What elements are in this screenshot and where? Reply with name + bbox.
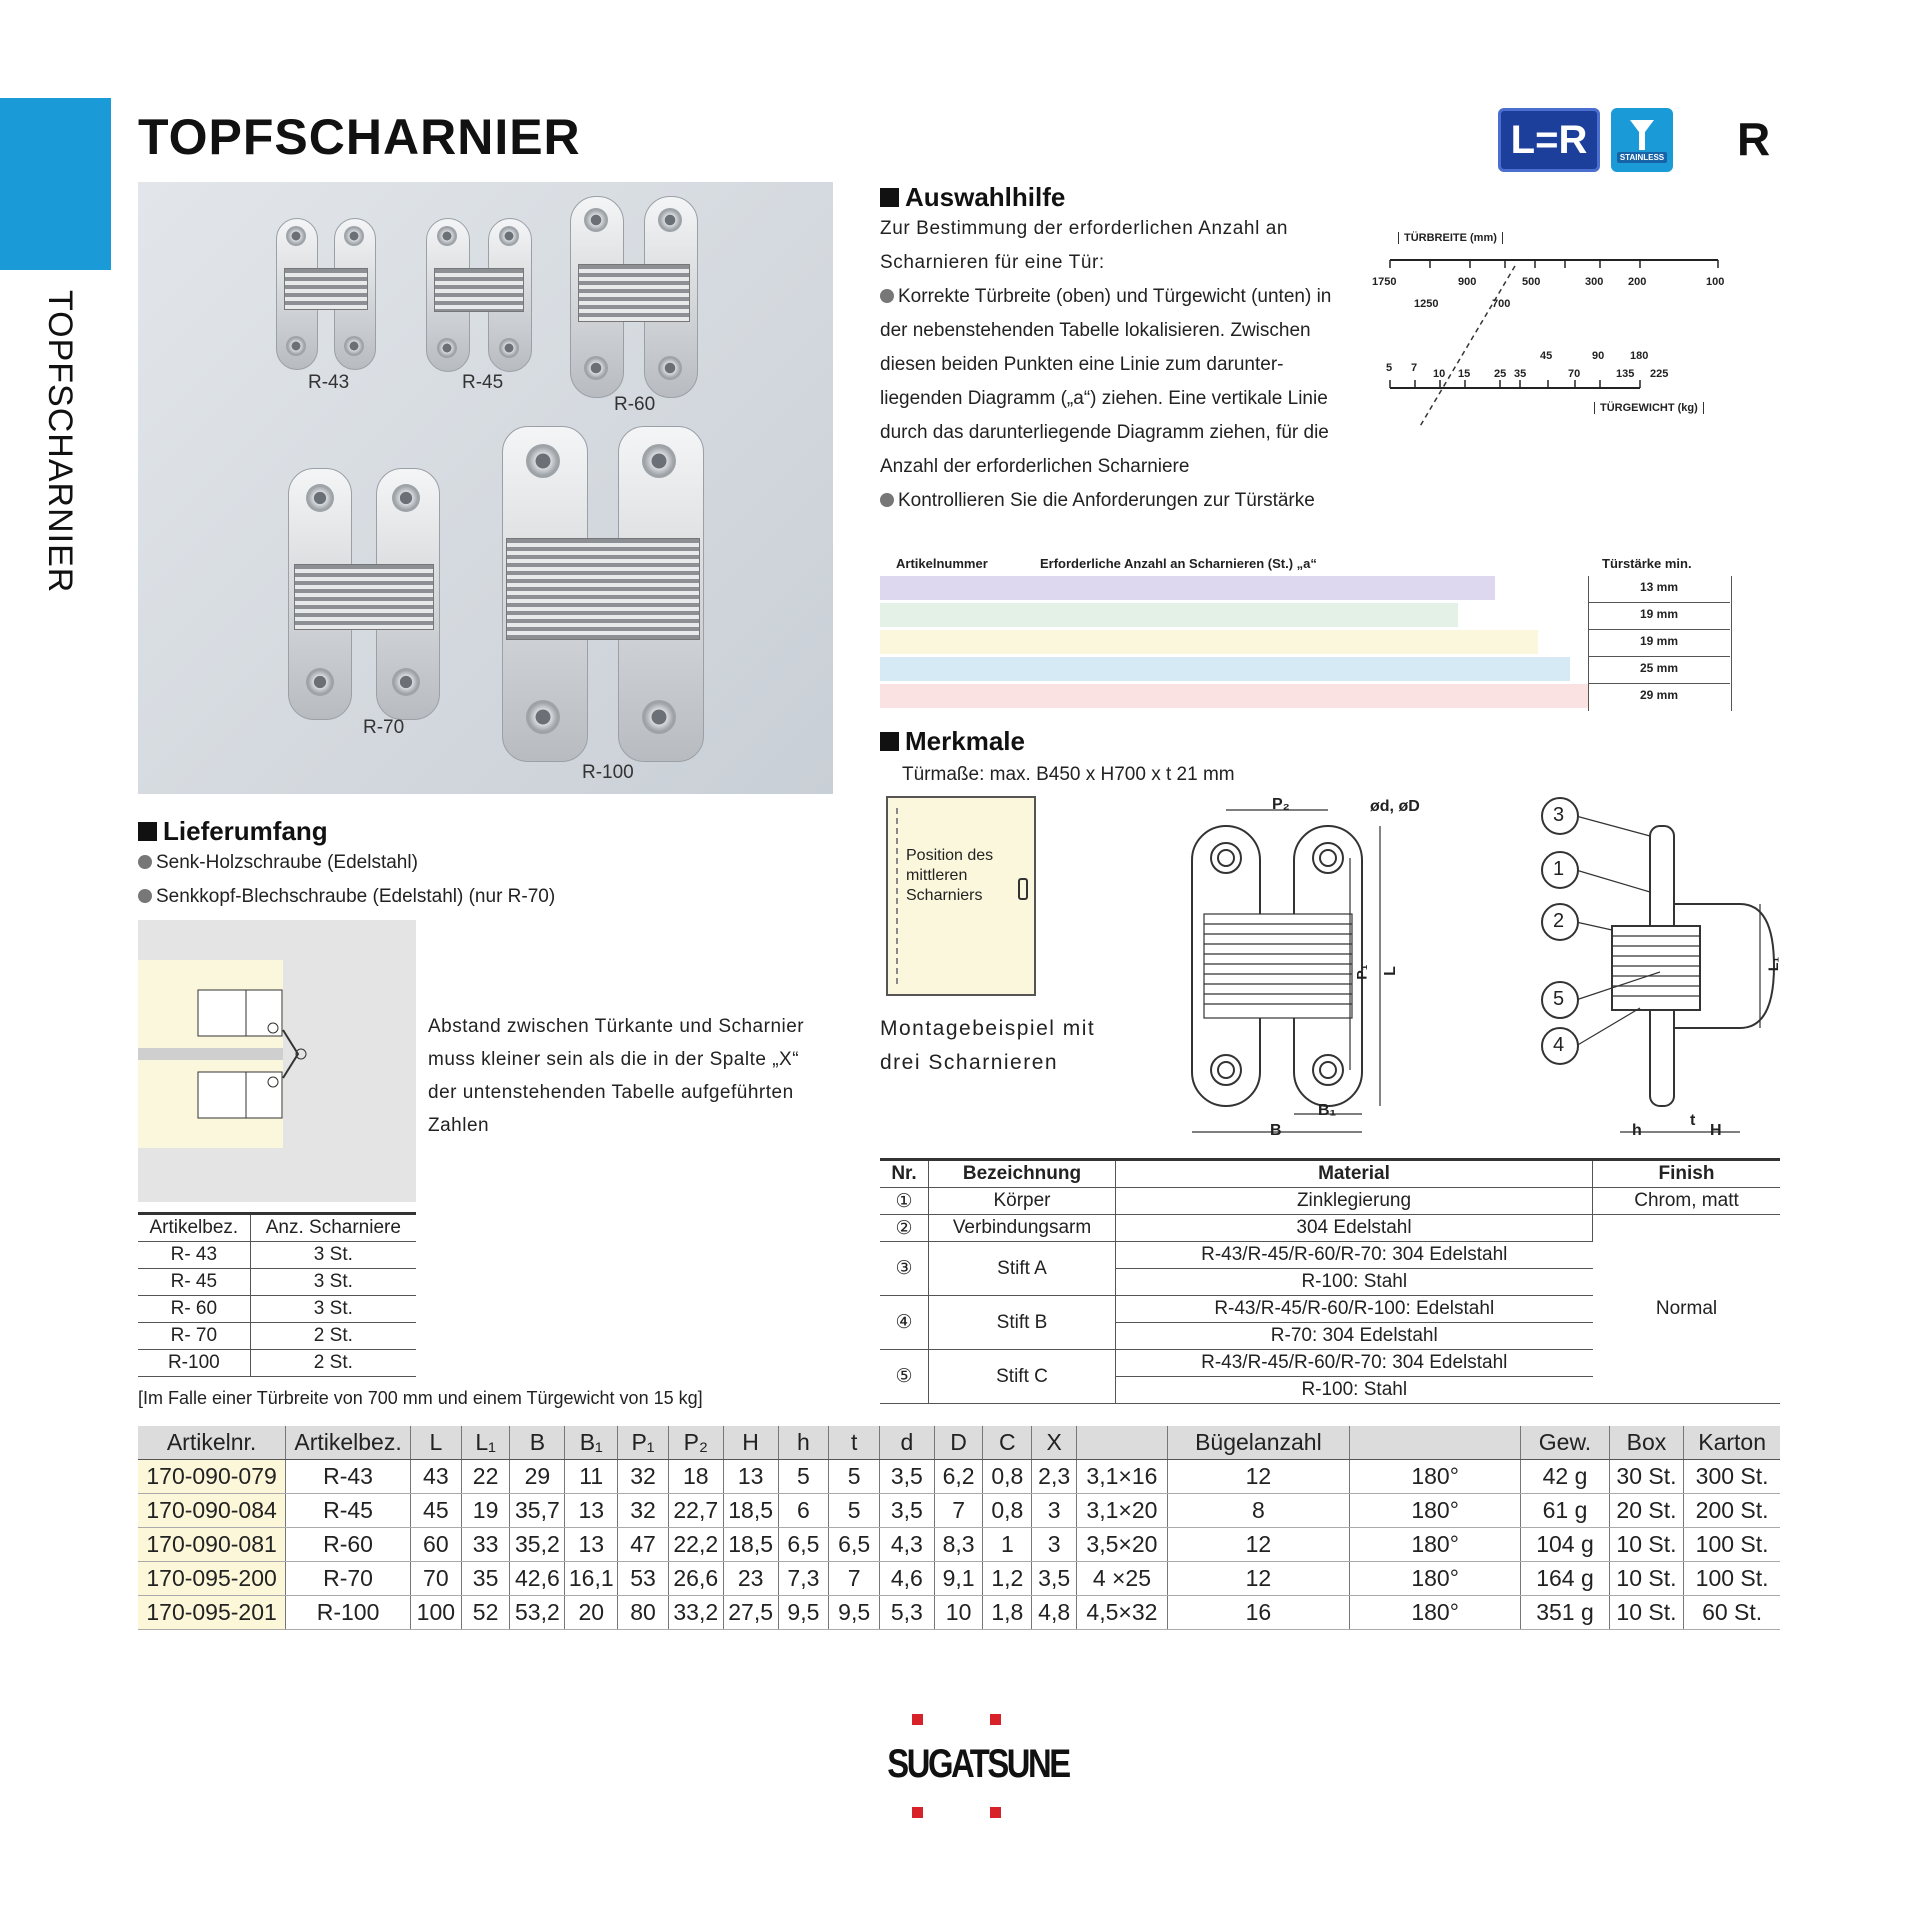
table-cell: R-60 <box>286 1528 411 1562</box>
table-row <box>880 1188 1780 1215</box>
table-cell: 60 St. <box>1684 1596 1780 1630</box>
table-cell: 35 <box>461 1562 510 1596</box>
count-table-note: [Im Falle einer Türbreite von 700 mm und einem Türgewicht von 15 kg] <box>138 1388 703 1408</box>
mat-nr: ③ <box>880 1242 929 1296</box>
table-cell: 53,2 <box>510 1596 565 1630</box>
table-cell: 10 St. <box>1609 1528 1684 1562</box>
table-row <box>880 1215 1780 1242</box>
hinge-side-drawing <box>1540 796 1790 1142</box>
table-cell: 35,2 <box>510 1528 565 1562</box>
table-cell: R-43 <box>286 1460 411 1494</box>
mat-name: Stift A <box>929 1242 1116 1296</box>
spec-col-header: L₁ <box>461 1426 510 1460</box>
spec-col-header: Box <box>1609 1426 1684 1460</box>
table-cell: 8,3 <box>934 1528 983 1562</box>
table-cell: 3,5 <box>1032 1562 1077 1596</box>
table-cell: 3,5×20 <box>1077 1528 1168 1562</box>
table-cell: 18,5 <box>723 1528 778 1562</box>
weight-tick: 180 <box>1630 350 1649 362</box>
auswahlhilfe-intro: Zur Bestimmung der erforderlichen Anzahl an Scharnieren für eine Tür: <box>880 218 1289 273</box>
table-cell: 42 g <box>1521 1460 1609 1494</box>
table-cell: 12 <box>1167 1562 1349 1596</box>
width-tick: 200 <box>1628 276 1647 288</box>
table-cell: 47 <box>618 1528 669 1562</box>
table-cell: 4,3 <box>880 1528 935 1562</box>
width-tick: 700 <box>1492 298 1511 310</box>
lieferumfang-item-1: Senk-Holzschraube (Edelstahl) <box>138 846 418 880</box>
table-cell: 4,5×32 <box>1077 1596 1168 1630</box>
col-artikelbez: Artikelbez. <box>138 1214 250 1242</box>
spec-col-header: X <box>1032 1426 1077 1460</box>
spec-col-header: d <box>880 1426 935 1460</box>
table-cell: 1,8 <box>983 1596 1032 1630</box>
table-cell: 16,1 <box>565 1562 618 1596</box>
bullet-dot-icon <box>880 490 898 511</box>
dim-H: H <box>1710 1122 1722 1139</box>
mat-col-finish: Finish <box>1593 1160 1781 1188</box>
callout-4: 4 <box>1553 1034 1565 1056</box>
table-row <box>138 1596 1780 1630</box>
table-cell: 61 g <box>1521 1494 1609 1528</box>
table-cell: 19 <box>461 1494 510 1528</box>
spec-col-header: Bügelanzahl <box>1167 1426 1349 1460</box>
table-row <box>138 1528 1780 1562</box>
table-cell: 13 <box>565 1494 618 1528</box>
nomogram <box>1370 226 1730 426</box>
lieferumfang-item-2: Senkkopf-Blechschraube (Edelstahl) (nur R-70) <box>138 880 555 914</box>
sel-row-5-bar <box>880 684 1588 708</box>
weight-tick: 15 <box>1458 368 1471 380</box>
table-cell: 200 St. <box>1684 1494 1780 1528</box>
table-cell: 6,5 <box>829 1528 880 1562</box>
weight-tick: 45 <box>1540 350 1553 362</box>
width-tick: 500 <box>1522 276 1541 288</box>
mat-col-material: Material <box>1116 1160 1593 1188</box>
mat-material: Zinklegierung <box>1116 1188 1593 1215</box>
cell: 3 St. <box>250 1242 416 1269</box>
cell: 2 St. <box>250 1350 416 1377</box>
table-cell: 32 <box>618 1460 669 1494</box>
table-cell: 100 St. <box>1684 1528 1780 1562</box>
table-cell: 180° <box>1350 1460 1521 1494</box>
table-row <box>138 1350 416 1377</box>
sel-col-anzahl: Erforderliche Anzahl an Scharnieren (St.) „a“ <box>1040 556 1317 571</box>
table-cell: 22,7 <box>668 1494 723 1528</box>
table-cell: 100 St. <box>1684 1562 1780 1596</box>
stainless-badge <box>1611 108 1673 172</box>
table-cell: 20 <box>565 1596 618 1630</box>
spec-body <box>138 1460 1780 1630</box>
spec-col-header: P₁ <box>618 1426 669 1460</box>
merkmale-heading: Merkmale <box>880 726 1025 757</box>
table-cell: 180° <box>1350 1494 1521 1528</box>
mat-material: R-70: 304 Edelstahl <box>1116 1323 1593 1350</box>
table-cell: 104 g <box>1521 1528 1609 1562</box>
spec-col-header: H <box>723 1426 778 1460</box>
table-cell: 3,1×16 <box>1077 1460 1168 1494</box>
photo-label-r60: R-60 <box>614 394 656 415</box>
material-table <box>880 1158 1780 1404</box>
auswahlhilfe-bullet-2-text: Kontrollieren Sie die Anforderungen zur Türstärke <box>898 490 1315 511</box>
table-cell: 10 St. <box>1609 1596 1684 1630</box>
table-cell: 3 <box>1032 1494 1077 1528</box>
auswahlhilfe-bullet-2 <box>880 484 1355 518</box>
mat-name: Stift C <box>929 1350 1116 1404</box>
dim-diameter: ød, øD <box>1370 798 1420 815</box>
table-cell: 18,5 <box>723 1494 778 1528</box>
table-cell: 4 ×25 <box>1077 1562 1168 1596</box>
weight-tick: 135 <box>1616 368 1635 380</box>
callout-5: 5 <box>1553 988 1565 1010</box>
weight-tick: 90 <box>1592 350 1605 362</box>
mat-material: R-43/R-45/R-60/R-70: 304 Edelstahl <box>1116 1242 1593 1269</box>
table-cell: 5,3 <box>880 1596 935 1630</box>
weight-tick: 35 <box>1514 368 1527 380</box>
photo-label-r45: R-45 <box>462 372 504 393</box>
sugatsune-logo <box>872 1714 1069 1824</box>
hinge-front-drawing <box>1190 796 1430 1142</box>
brand-wordmark: SUGATSUNE <box>887 1742 1069 1786</box>
table-cell: 170-095-200 <box>138 1562 286 1596</box>
table-cell: 351 g <box>1521 1596 1609 1630</box>
sel-row-4-bar <box>880 657 1570 681</box>
table-cell: 9,5 <box>778 1596 829 1630</box>
table-cell: 5 <box>829 1460 880 1494</box>
table-cell: 4,8 <box>1032 1596 1077 1630</box>
table-cell: 1 <box>983 1528 1032 1562</box>
mat-name: Verbindungsarm <box>929 1215 1116 1242</box>
table-cell: 27,5 <box>723 1596 778 1630</box>
table-row <box>138 1242 416 1269</box>
spec-col-header: Artikelnr. <box>138 1426 286 1460</box>
series-letter: R <box>1737 113 1771 165</box>
table-cell: 80 <box>618 1596 669 1630</box>
table-cell: 6,2 <box>934 1460 983 1494</box>
table-cell: 22,2 <box>668 1528 723 1562</box>
table-cell: 13 <box>565 1528 618 1562</box>
cell: 3 St. <box>250 1269 416 1296</box>
cell: R-100 <box>138 1350 250 1377</box>
dim-h: h <box>1632 1122 1642 1139</box>
dim-l: L <box>1381 966 1399 976</box>
hinge-count-table <box>138 1212 416 1377</box>
mat-material: 304 Edelstahl <box>1116 1215 1593 1242</box>
table-cell: 0,8 <box>983 1494 1032 1528</box>
dim-b1: B₁ <box>1318 1102 1337 1119</box>
table-cell: 170-090-079 <box>138 1460 286 1494</box>
auswahlhilfe-bullet-1 <box>880 280 1355 484</box>
table-cell: R-100 <box>286 1596 411 1630</box>
sel-thickness-5: 29 mm <box>1639 688 1679 702</box>
table-cell: 26,6 <box>668 1562 723 1596</box>
cell: 3 St. <box>250 1296 416 1323</box>
table-row <box>138 1562 1780 1596</box>
width-tick: 900 <box>1458 276 1477 288</box>
dim-t: t <box>1690 1112 1696 1129</box>
table-cell: 2,3 <box>1032 1460 1077 1494</box>
table-cell: 12 <box>1167 1460 1349 1494</box>
table-cell: 7 <box>829 1562 880 1596</box>
photo-label-r100: R-100 <box>582 762 634 783</box>
table-cell: 164 g <box>1521 1562 1609 1596</box>
table-cell: 43 <box>410 1460 461 1494</box>
weight-tick: 25 <box>1494 368 1507 380</box>
spec-col-header <box>1350 1426 1521 1460</box>
mat-col-bezeichnung: Bezeichnung <box>929 1160 1116 1188</box>
table-cell: 180° <box>1350 1596 1521 1630</box>
weight-axis-label: TÜRGEWICHT (kg) <box>1594 402 1704 414</box>
mat-col-nr: Nr. <box>880 1160 929 1188</box>
mat-nr: ⑤ <box>880 1350 929 1404</box>
mat-name: Stift B <box>929 1296 1116 1350</box>
table-cell: 5 <box>829 1494 880 1528</box>
page-title: TOPFSCHARNIER <box>138 109 581 165</box>
cell: R- 60 <box>138 1296 250 1323</box>
width-tick: 100 <box>1706 276 1725 288</box>
table-cell: 300 St. <box>1684 1460 1780 1494</box>
callout-2: 2 <box>1553 910 1565 932</box>
sel-col-artikelnummer: Artikelnummer <box>896 556 988 571</box>
table-cell: 8 <box>1167 1494 1349 1528</box>
weight-tick: 225 <box>1650 368 1669 380</box>
specification-table <box>138 1426 1780 1630</box>
table-cell: 13 <box>723 1460 778 1494</box>
gap-diagram <box>138 920 416 1202</box>
table-cell: 9,5 <box>829 1596 880 1630</box>
table-cell: 11 <box>565 1460 618 1494</box>
table-row <box>138 1460 1780 1494</box>
width-tick: 1250 <box>1414 298 1439 310</box>
stainless-label: STAINLESS <box>1617 152 1667 163</box>
sel-row-2-bar <box>880 603 1458 627</box>
table-cell: 60 <box>410 1528 461 1562</box>
table-cell: R-45 <box>286 1494 411 1528</box>
side-tab-label: TOPFSCHARNIER <box>41 290 79 594</box>
table-cell: 6 <box>778 1494 829 1528</box>
sel-row-1-bar <box>880 576 1495 600</box>
mat-nr: ① <box>880 1188 929 1215</box>
table-cell: 52 <box>461 1596 510 1630</box>
table-cell: 22 <box>461 1460 510 1494</box>
table-cell: 5 <box>778 1460 829 1494</box>
spec-col-header: Artikelbez. <box>286 1426 411 1460</box>
table-cell: 16 <box>1167 1596 1349 1630</box>
mat-nr: ② <box>880 1215 929 1242</box>
spec-col-header: B <box>510 1426 565 1460</box>
mat-material: R-100: Stahl <box>1116 1269 1593 1296</box>
table-cell: 3,5 <box>880 1460 935 1494</box>
table-cell: 10 St. <box>1609 1562 1684 1596</box>
spec-col-header: Gew. <box>1521 1426 1609 1460</box>
table-cell: 180° <box>1350 1528 1521 1562</box>
cell: R- 45 <box>138 1269 250 1296</box>
table-cell: 3,5 <box>880 1494 935 1528</box>
dim-l1: L₁ <box>1765 956 1782 972</box>
mat-nr: ④ <box>880 1296 929 1350</box>
table-cell: 3,1×20 <box>1077 1494 1168 1528</box>
cell: R- 70 <box>138 1323 250 1350</box>
table-cell: 7 <box>934 1494 983 1528</box>
mat-material: R-100: Stahl <box>1116 1377 1593 1404</box>
table-cell: 0,8 <box>983 1460 1032 1494</box>
spec-col-header: h <box>778 1426 829 1460</box>
lr-badge: L=R <box>1498 108 1600 172</box>
lieferumfang-heading: Lieferumfang <box>138 816 328 847</box>
table-row <box>138 1494 1780 1528</box>
table-cell: 23 <box>723 1562 778 1596</box>
table-cell: 4,6 <box>880 1562 935 1596</box>
table-cell: 70 <box>410 1562 461 1596</box>
table-cell: 29 <box>510 1460 565 1494</box>
screw-icon <box>1627 118 1657 152</box>
spec-col-header: t <box>829 1426 880 1460</box>
sel-thickness-1: 13 mm <box>1588 580 1730 603</box>
weight-tick: 5 <box>1386 362 1393 374</box>
width-tick: 300 <box>1585 276 1604 288</box>
table-cell: 10 <box>934 1596 983 1630</box>
weight-tick: 70 <box>1568 368 1581 380</box>
spec-col-header: B₁ <box>565 1426 618 1460</box>
table-cell: 9,1 <box>934 1562 983 1596</box>
table-cell: 20 St. <box>1609 1494 1684 1528</box>
weight-tick: 7 <box>1411 362 1418 374</box>
table-cell: 35,7 <box>510 1494 565 1528</box>
dim-p1: P₁ <box>1353 964 1370 980</box>
mat-finish: Chrom, matt <box>1593 1188 1781 1215</box>
sel-thickness-2: 19 mm <box>1588 607 1730 630</box>
spec-col-header <box>1077 1426 1168 1460</box>
table-cell: 170-095-201 <box>138 1596 286 1630</box>
mat-material: R-43/R-45/R-60/R-100: Edelstahl <box>1116 1296 1593 1323</box>
position-label: Position des mittleren Scharniers <box>906 847 994 904</box>
dim-b: B <box>1270 1122 1282 1139</box>
table-row <box>138 1269 416 1296</box>
table-cell: 18 <box>668 1460 723 1494</box>
table-cell: 42,6 <box>510 1562 565 1596</box>
door-position-diagram <box>886 796 1036 996</box>
table-cell: 1,2 <box>983 1562 1032 1596</box>
width-tick: 1750 <box>1372 276 1397 288</box>
merkmale-dimensions: Türmaße: max. B450 x H700 x t 21 mm <box>902 764 1235 785</box>
col-anzahl: Anz. Scharniere <box>250 1214 416 1242</box>
table-cell: 6,5 <box>778 1528 829 1562</box>
spec-col-header: P₂ <box>668 1426 723 1460</box>
product-photo <box>138 182 833 794</box>
bullet-dot-icon <box>880 286 898 307</box>
mat-name: Körper <box>929 1188 1116 1215</box>
table-cell: 100 <box>410 1596 461 1630</box>
spec-col-header: D <box>934 1426 983 1460</box>
width-axis-label: TÜRBREITE (mm) <box>1398 232 1503 244</box>
spec-col-header: Karton <box>1684 1426 1780 1460</box>
table-cell: 33 <box>461 1528 510 1562</box>
callout-1: 1 <box>1553 858 1565 880</box>
mat-material: R-43/R-45/R-60/R-70: 304 Edelstahl <box>1116 1350 1593 1377</box>
sel-col-tuerstaerke: Türstärke min. <box>1602 556 1692 571</box>
table-cell: 33,2 <box>668 1596 723 1630</box>
table-cell: R-70 <box>286 1562 411 1596</box>
montage-caption: Montagebeispiel mit drei Scharnieren <box>880 1017 1096 1074</box>
table-row <box>138 1323 416 1350</box>
table-cell: 180° <box>1350 1562 1521 1596</box>
table-row <box>138 1296 416 1323</box>
selection-table <box>880 552 1730 712</box>
table-cell: 3 <box>1032 1528 1077 1562</box>
photo-label-r43: R-43 <box>308 372 350 393</box>
sel-row-3-bar <box>880 630 1538 654</box>
table-cell: 53 <box>618 1562 669 1596</box>
table-cell: 12 <box>1167 1528 1349 1562</box>
side-color-tab <box>0 98 111 270</box>
table-cell: 7,3 <box>778 1562 829 1596</box>
table-cell: 30 St. <box>1609 1460 1684 1494</box>
cell: R- 43 <box>138 1242 250 1269</box>
mat-finish-normal: Normal <box>1593 1215 1781 1404</box>
auswahlhilfe-bullet-1-text: Korrekte Türbreite (oben) und Türgewicht (unten) in der nebenstehenden Tabelle lokalisieren. Zwischen diesen beiden Punkten eine Linie zum darunter-liegenden Diagramm („a“) ziehen. Eine vertikale Linie durch das darunterliegende Diagramm ziehen, für die Anzahl der erforderlichen Scharniere <box>880 286 1332 477</box>
table-cell: 45 <box>410 1494 461 1528</box>
dim-p2: P₂ <box>1272 796 1290 813</box>
spec-header-row <box>138 1426 1780 1460</box>
sel-thickness-4: 25 mm <box>1588 661 1730 684</box>
table-cell: 170-090-081 <box>138 1528 286 1562</box>
table-cell: 170-090-084 <box>138 1494 286 1528</box>
spec-col-header: C <box>983 1426 1032 1460</box>
callout-3: 3 <box>1553 804 1565 826</box>
sel-thickness-3: 19 mm <box>1588 634 1730 657</box>
gap-description: Abstand zwischen Türkante und Scharnier muss kleiner sein als die in der Spalte „X“ der untenstehenden Tabelle aufgeführten Zahlen <box>428 1016 805 1136</box>
spec-col-header: L <box>410 1426 461 1460</box>
table-cell: 32 <box>618 1494 669 1528</box>
weight-tick: 10 <box>1433 368 1446 380</box>
photo-label-r70: R-70 <box>363 717 405 738</box>
cell: 2 St. <box>250 1323 416 1350</box>
auswahlhilfe-heading: Auswahlhilfe <box>880 182 1065 213</box>
